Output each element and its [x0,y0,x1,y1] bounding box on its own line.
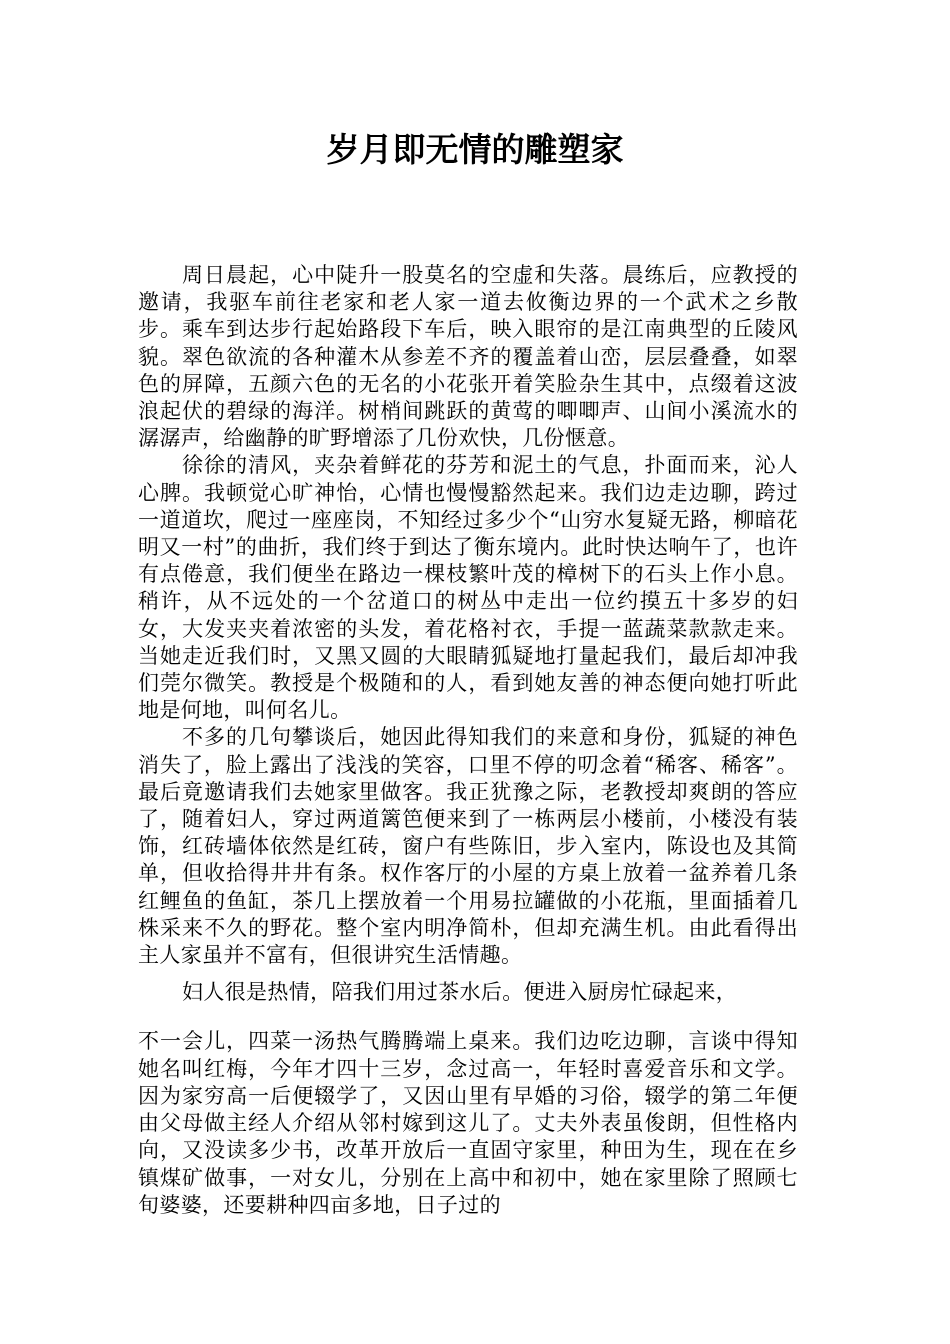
paragraph-5: 不一会儿，四菜一汤热气腾腾端上桌来。我们边吃边聊，言谈中得知她名叫红梅，今年才四十三岁，念过高一，年轻时喜爱音乐和文学。因为家穷高一后便辍学了，又因山里有早婚的习俗，辍学的第二年便由父母做主经人介绍从邻村嫁到这儿了。丈夫外表虽俊朗，但性格内向，又没读多少书，改革开放后一直固守家里，种田为生，现在在乡镇煤矿做事，一对女儿，分别在上高中和初中，她在家里除了照顾七旬婆婆，还要耕种四亩多地，日子过的 [138,1029,798,1217]
paragraph-4: 妇人很是热情，陪我们用过茶水后。便进入厨房忙碌起来， [182,980,738,1005]
paragraph-1: 周日晨起，心中陡升一股莫名的空虚和失落。晨练后，应教授的邀请，我驱车前往老家和老人家一道去攸衡边界的一个武术之乡散步。乘车到达步行起始路段下车后，映入眼帘的是江南典型的丘陵风貌。翠色欲流的各种灌木从参差不齐的覆盖着山峦，层层叠叠，如翠色的屏障，五颜六色的无名的小花张开着笑脸杂生其中，点缀着这波浪起伏的碧绿的海洋。树梢间跳跃的黄莺的唧唧声、山间小溪流水的潺潺声，给幽静的旷野增添了几份欢快，几份惬意。 [138,263,798,451]
document-title: 岁月即无情的雕塑家 [326,130,624,169]
paragraph-2: 徐徐的清风，夹杂着鲜花的芬芳和泥土的气息，扑面而来，沁人心脾。我顿觉心旷神怡，心情也慢慢豁然起来。我们边走边聊，跨过一道道坎，爬过一座座岗，不知经过多少个“山穷水复疑无路，柳暗花明又一村”的曲折，我们终于到达了衡东境内。此时快达响午了，也许有点倦意，我们便坐在路边一棵枝繁叶茂的樟树下的石头上作小息。稍许，从不远处的一个岔道口的树丛中走出一位约摸五十多岁的妇女，大发夹夹着浓密的头发，着花格衬衣，手提一蓝蔬菜款款走来。当她走近我们时，又黑又圆的大眼睛狐疑地打量起我们，最后却冲我们莞尔微笑。教授是个极随和的人，看到她友善的神态便向她打听此地是何地，叫何名儿。 [138,453,798,723]
paragraph-3: 不多的几句攀谈后，她因此得知我们的来意和身份，狐疑的神色消失了，脸上露出了浅浅的笑容，口里不停的叨念着“稀客、稀客”。最后竟邀请我们去她家里做客。我正犹豫之际，老教授却爽朗的答应了，随着妇人，穿过两道篱笆便来到了一栋两层小楼前，小楼没有装饰，红砖墙体依然是红砖，窗户有些陈旧，步入室内，陈设也及其简单，但收拾得井井有条。权作客厅的小屋的方桌上放着一盆养着几条红鲤鱼的鱼缸，茶几上摆放着一个用易拉罐做的小花瓶，里面插着几株采来不久的野花。整个室内明净简朴，但却充满生机。由此看得出主人家虽并不富有，但很讲究生活情趣。 [138,725,798,968]
document-body [138,262,798,1219]
